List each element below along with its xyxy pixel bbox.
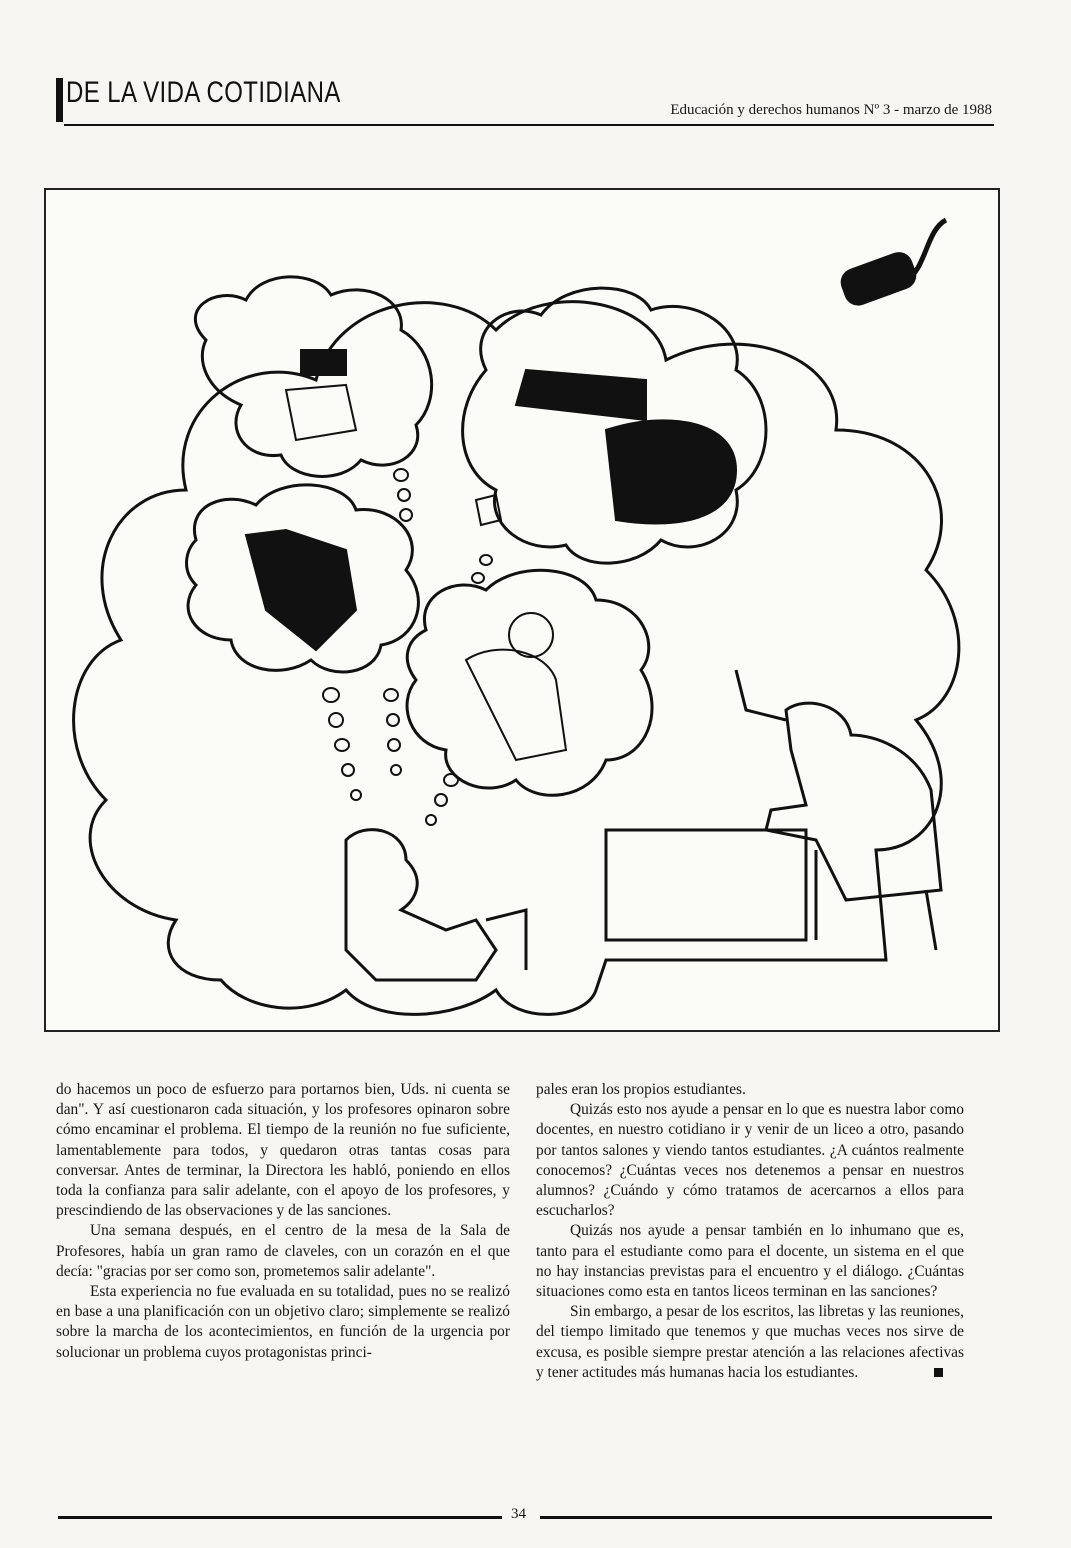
- paragraph: Una semana después, en el centro de la mesa de la Sala de Profesores, había un gran ramo de claveles, con un corazón en el que decía: "gracias por ser como son, prometemos salir adelante".: [56, 1222, 510, 1280]
- paragraph-final-text: Sin embargo, a pesar de los escritos, las libretas y las reuniones, del tiempo limitado que tenemos y que muchas veces nos sirve de excusa, es posible siempre prestar atención a las relaciones afectivas y tener actitudes más humanas hacia los estudiantes.: [536, 1303, 964, 1381]
- page-number: 34: [511, 1506, 526, 1522]
- thought-bubble-icon: [74, 302, 959, 1015]
- student-figure-icon: [346, 830, 496, 980]
- footer-rule-right: [540, 1516, 992, 1519]
- gavel-icon: [476, 495, 501, 525]
- masthead-rule: [64, 124, 994, 126]
- paragraph: do hacemos un poco de esfuerzo para portarnos bien, Uds. ni cuenta se dan". Y así cuestionaron cada situación, y los profesores opinaron sobre cómo encaminar el problema. El tiempo de la reunión no fue suficiente, lamentablemente para todos, y quedaron otras tantas cosas para conversar. Antes de terminar, la Directora les habló, poniendo en ellos toda la confianza para salir adelante, con el apoyo de los profesores, y prescindiendo de las observaciones y de las sanciones.: [56, 1081, 510, 1220]
- microphone-icon: [837, 220, 946, 310]
- bubble-military: [195, 277, 431, 477]
- article-left-column: [56, 1080, 510, 1363]
- paragraph: Quizás esto nos ayude a pensar en lo que es nuestra labor como docentes, en nuestro cotidiano ir y venir de un liceo a otro, pasando por tantos salones y viendo tantos estudiantes. ¿A cuántos realmente conocemos? ¿Cuántas veces nos detenemos a pensar en nuestros alumnos? ¿Cuándo y cómo tratamos de acercarnos a ellos para escucharlos?: [536, 1101, 964, 1220]
- teacher-figure-icon: [766, 703, 941, 900]
- cartoon-drawing: [46, 190, 998, 1030]
- section-title: DE LA VIDA COTIDIANA: [66, 76, 341, 109]
- issue-info: Educación y derechos humanos Nº 3 - marzo de 1988: [670, 102, 992, 118]
- masthead-bar: [56, 78, 63, 122]
- bubble-trail: [323, 469, 492, 825]
- bubble-judge: [463, 288, 766, 563]
- paragraph: Esta experiencia no fue evaluada en su totalidad, pues no se realizó en base a una planificación con un objetivo claro; simplemente se realizó sobre la marcha de los acontecimientos, en función de la urgencia por solucionar un problema cuyos protagonistas princi-: [56, 1283, 510, 1361]
- end-mark-icon: [934, 1368, 943, 1377]
- paragraph: pales eran los propios estudiantes.: [536, 1081, 746, 1098]
- cartoon-illustration: [44, 188, 1000, 1032]
- bubble-suit: [407, 570, 652, 795]
- paragraph: Quizás nos ayude a pensar también en lo inhumano que es, tanto para el estudiante como para el docente, un sistema en el que no hay instancias previstas para el encuentro y el diálogo. ¿Cuántas situaciones como esta en tantos liceos terminan en las sanciones?: [536, 1222, 964, 1301]
- footer-rule-left: [58, 1516, 502, 1519]
- article-right-column: [536, 1080, 964, 1383]
- desk-icon: [606, 830, 806, 940]
- masthead: [52, 74, 992, 126]
- paragraph-final: [536, 1302, 964, 1383]
